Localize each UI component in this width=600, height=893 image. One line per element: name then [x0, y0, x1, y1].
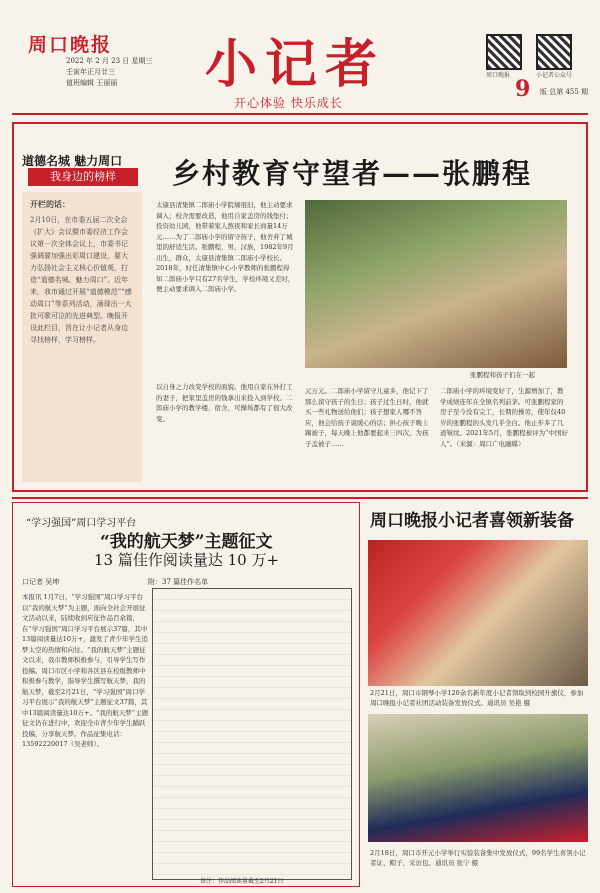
- qr-icon: [536, 34, 572, 70]
- column-intro-heading: 开栏的话：: [30, 199, 70, 209]
- qr-icon: [486, 34, 522, 70]
- equipment-headline: 周口晚报小记者喜领新装备: [370, 511, 574, 531]
- essay-table-footnote: 备注：作品阅读量截至2月21日: [200, 878, 284, 885]
- masthead-date: [66, 56, 153, 89]
- duty-editor: 值班编辑 王丽丽: [66, 79, 118, 87]
- column-intro-text: 2月10日，在市委五届二次全会《扩大》会议暨市委经济工作会议第一次全体会议上，市委书记强调要加强出彩周口建设，要大力弘扬社会主义核心价值观，打造“道德名城、魅力周口”。近年来，我市通过开展“道德模范”“感动周口”等系列活动，涌现出一大批可歌可泣的先进典型。晚报开设此栏目，旨在让小记者从身边寻找榜样，学习榜样。: [30, 216, 132, 344]
- essay-byline: 口记者 吴坤: [22, 578, 60, 586]
- feature-body-col-2: 以自身之力改变学校的面貌。他用自家在外打工的妻子，把家里盖房的钱拿出来投入到学校。二郎庙小学的教学楼、宿舍、可操场都有了很大改变。: [156, 383, 293, 423]
- equipment-caption-2: 2月18日，周口市开元小学举行实验装备集中发放仪式，99名学生喜领小记者证、帽子、采访包。通讯员 张宁 摄: [370, 849, 586, 867]
- essay-subtitle: 13 篇佳作阅读量达 10 万+: [94, 551, 280, 569]
- equipment-photo-2: [368, 714, 588, 842]
- page-number: 9: [515, 76, 531, 102]
- feature-body-col-4: 二郎庙小学的环境变好了，生源增加了，教学成绩连年在全镇名列前茅。可张鹏程家的房子至今没有完工，长期的操劳，使年仅40岁的张鹏程的头发几乎全白。他止步多了几道皱纹。2021年5月，张鹏程被评为“中国好人”。（来源：周口广电融媒）: [440, 387, 568, 448]
- feature-body-col-1: 太康县清集镇二郎庙小学院墙很旧，他主动要求调入；校舍需要改造，他用自家盖房的钱垫付；投资幼儿园，他带着家人熬夜和家长商量14万元……为了二郎庙小学的留守孩子，他舍弃了城里的舒适生活。张鹏程，男，汉族，1982年9月出生，群众，太康县清集镇二郎庙小学校长。2018年，时任清集镇中心小学教师的张鹏程得知二郎庙小学只有27名学生，学校环境又差时，便主动要求调入二郎庙小学。: [156, 201, 295, 293]
- lunar-date: 壬寅年正月廿三: [66, 68, 115, 76]
- section-title: 小记者: [205, 34, 386, 95]
- equipment-photo-1: [368, 540, 588, 686]
- equipment-caption-1: 2月21日，周口市钢琴小学120余名新年度小记者领取到校园升旗仪，参加周口晚报小记者社团活动装备发放仪式。通讯员 吴艳 摄: [370, 689, 584, 707]
- qr-code-wechat: [536, 34, 572, 79]
- feature-photo-caption: 张鹏程和孩子们在一起: [470, 371, 535, 379]
- page-meta: 版 总第 455 期: [540, 88, 589, 96]
- column-tag: 道德名城 魅力周口: [22, 154, 123, 168]
- section-slogan: 开心体验 快乐成长: [234, 96, 343, 110]
- issue-date: 2022 年 2 月 23 日 星期三: [66, 57, 153, 65]
- column-intro: [22, 192, 142, 482]
- feature-photo: [305, 200, 567, 368]
- essay-list-caption: 附：37 篇佳作名单: [148, 578, 209, 586]
- column-ribbon: 我身边的榜样: [28, 168, 138, 186]
- qr-caption: 小记者公众号: [536, 72, 573, 79]
- essay-title: “我的航天梦”主题征文: [100, 532, 273, 552]
- qr-code-newspaper: [486, 34, 522, 79]
- qr-caption: 周口晚报: [486, 72, 511, 79]
- feature-headline: 乡村教育守望者——张鹏程: [172, 157, 533, 190]
- feature-body-col-3: 元万元。二郎庙小学留守儿童多，他记下了那么留守孩子的生日；孩子过生日时，他就买一些礼物送给他们；孩子想家人哪不答应，他会给孩子说暖心的话；担心孩子晚上踢被子，每天晚上他都要起来三四次，为孩子盖被子……: [305, 387, 429, 448]
- essay-body: 本报讯 1月7日，“学习强国”周口学习平台以“我的航天梦”为主题，面向全社会开展征文活动以来，陆续收到应征作品百余篇，在“学习强国”周口学习平台展示37篇，其中13篇阅读量达10万+，激发了青少年学生追梦太空的热情和向往。“我的航天梦”主题征文以来，我市教师积极参与，引导学生写作投稿。周口市区小学和各区县在校级教师中积极参与教学，指导学生撰写航天梦，我的航天梦，截至2月21日，“学习强国”周口学习平台展示“我的航天梦”主题征文37篇，其中13篇阅读量达10万+。“我的航天梦”主题征文仍在进行中，欢迎全市青少年学生踊跃投稿，分享航天梦。作品征集电话：13592220017（吴老师）。: [22, 593, 149, 748]
- section-divider: [12, 497, 588, 499]
- newspaper-logo: 周口晚报: [28, 34, 113, 56]
- essay-kicker: “学习强国”周口学习平台: [26, 518, 137, 529]
- masthead-divider: [12, 113, 588, 115]
- essay-winners-table: [152, 588, 352, 880]
